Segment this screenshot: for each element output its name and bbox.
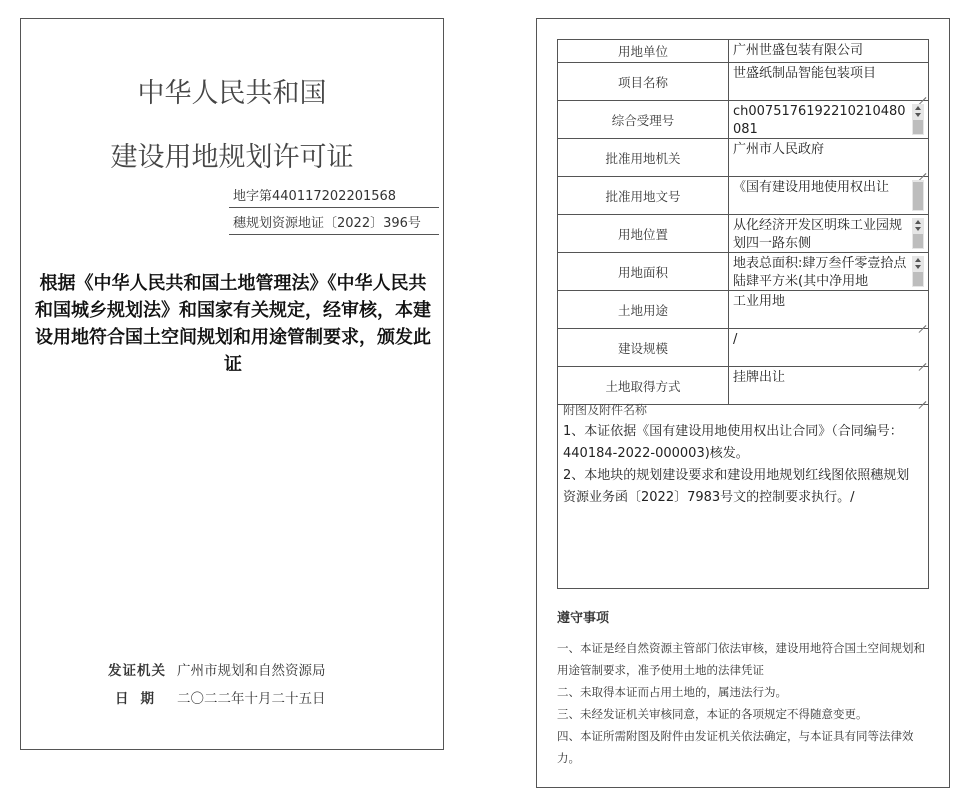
approval-document-field[interactable] <box>729 177 929 215</box>
land-certificate-number: 地字第440117202201568 <box>229 186 439 208</box>
table-row <box>558 101 929 139</box>
table-row <box>558 291 929 329</box>
resize-handle-icon[interactable] <box>916 164 926 174</box>
legal-basis-text: 根据《中华人民共和国土地管理法》《中华人民共和国城乡规划法》和国家有关规定，经审核，本建设用地符合国土空间规划和用途管制要求，颁发此证 <box>35 273 431 375</box>
certificate-details <box>536 18 950 788</box>
table-row <box>558 253 929 291</box>
table-row <box>558 329 929 367</box>
rules-list <box>557 637 935 769</box>
certificate-title-country: 中华人民共和国 <box>137 78 327 109</box>
field-value: 广州世盛包装有限公司 <box>733 43 864 58</box>
scrollbar[interactable] <box>912 218 924 249</box>
document-number: 穗规划资源地证〔2022〕396号 <box>229 213 439 235</box>
attachments-text <box>563 421 922 509</box>
scroll-down-icon[interactable] <box>915 113 921 117</box>
land-user-field[interactable] <box>729 40 929 63</box>
scroll-thumb[interactable] <box>913 182 923 210</box>
rule-item: 四、本证所需附图及附件由发证机关依法确定，与本证具有同等法律效力。 <box>557 729 914 765</box>
scroll-thumb[interactable] <box>913 272 923 286</box>
field-value: 《国有建设用地使用权出让 <box>733 180 890 195</box>
scrollbar[interactable] <box>912 256 924 287</box>
issuer-value: 广州市规划和自然资源局 <box>177 663 326 679</box>
field-label: 用地位置 <box>558 215 729 253</box>
field-value: 工业用地 <box>733 294 786 309</box>
table-row <box>558 63 929 101</box>
issuer-label: 发证机关 <box>108 663 166 679</box>
scroll-up-icon[interactable] <box>915 258 921 262</box>
details-table <box>557 39 929 405</box>
scrollbar[interactable] <box>912 104 924 135</box>
scroll-up-icon[interactable] <box>915 220 921 224</box>
table-row <box>558 40 929 63</box>
resize-handle-icon[interactable] <box>916 354 926 364</box>
attachments-box <box>557 397 929 589</box>
acceptance-number-field[interactable] <box>729 101 929 139</box>
land-area-field[interactable] <box>729 253 929 291</box>
field-label: 批准用地文号 <box>558 177 729 215</box>
scroll-up-icon[interactable] <box>915 106 921 110</box>
field-value: 挂牌出让 <box>733 370 786 385</box>
rule-item: 三、未经发证机关审核同意，本证的各项规定不得随意变更。 <box>557 707 868 721</box>
field-label: 批准用地机关 <box>558 139 729 177</box>
resize-handle-icon[interactable] <box>916 316 926 326</box>
attachments-label: 附图及附件名称 <box>563 403 648 417</box>
land-use-field[interactable] <box>729 291 929 329</box>
table-row <box>558 139 929 177</box>
rule-item: 一、本证是经自然资源主管部门依法审核，建设用地符合国土空间规划和用途管制要求，准予使用土地的法律凭证 <box>557 641 925 677</box>
field-value: 广州市人民政府 <box>733 142 825 157</box>
field-label: 综合受理号 <box>558 101 729 139</box>
construction-scale-field[interactable] <box>729 329 929 367</box>
field-value: / <box>733 332 738 347</box>
field-label: 用地面积 <box>558 253 729 291</box>
table-row <box>558 177 929 215</box>
field-label: 土地用途 <box>558 291 729 329</box>
field-label: 项目名称 <box>558 63 729 101</box>
table-row <box>558 215 929 253</box>
resize-handle-icon[interactable] <box>916 88 926 98</box>
field-label: 土地取得方式 <box>558 367 729 405</box>
date-label: 日期 <box>115 691 166 707</box>
scroll-thumb[interactable] <box>913 234 923 248</box>
attachment-item: 1、本证依据《国有建设用地使用权出让合同》（合同编号：440184-2022-000003)核发。 <box>563 424 903 461</box>
certificate-cover <box>20 18 444 750</box>
field-label: 建设规模 <box>558 329 729 367</box>
project-name-field[interactable] <box>729 63 929 101</box>
rules-heading: 遵守事项 <box>557 611 610 626</box>
field-value: 从化经济开发区明珠工业园规划四一路东侧 <box>733 218 903 250</box>
field-value: 世盛纸制品智能包装项目 <box>733 66 877 81</box>
scroll-thumb[interactable] <box>913 120 923 134</box>
certificate-title: 建设用地规划许可证 <box>110 142 354 173</box>
land-location-field[interactable] <box>729 215 929 253</box>
attachment-item: 2、本地块的规划建设要求和建设用地规划红线图依照穗规划资源业务函〔2022〕7983号文的控制要求执行。/ <box>563 468 910 505</box>
field-value: ch0075176192210210480081 <box>733 104 906 136</box>
scrollbar[interactable] <box>912 180 924 211</box>
field-value: 地表总面积:肆万叁仟零壹拾点陆肆平方米(其中净用地 <box>733 256 907 288</box>
date-value: 二〇二二年十月二十五日 <box>177 691 326 707</box>
scroll-down-icon[interactable] <box>915 227 921 231</box>
rule-item: 二、未取得本证而占用土地的，属违法行为。 <box>557 685 787 699</box>
approving-authority-field[interactable] <box>729 139 929 177</box>
field-label: 用地单位 <box>558 40 729 63</box>
scroll-down-icon[interactable] <box>915 265 921 269</box>
